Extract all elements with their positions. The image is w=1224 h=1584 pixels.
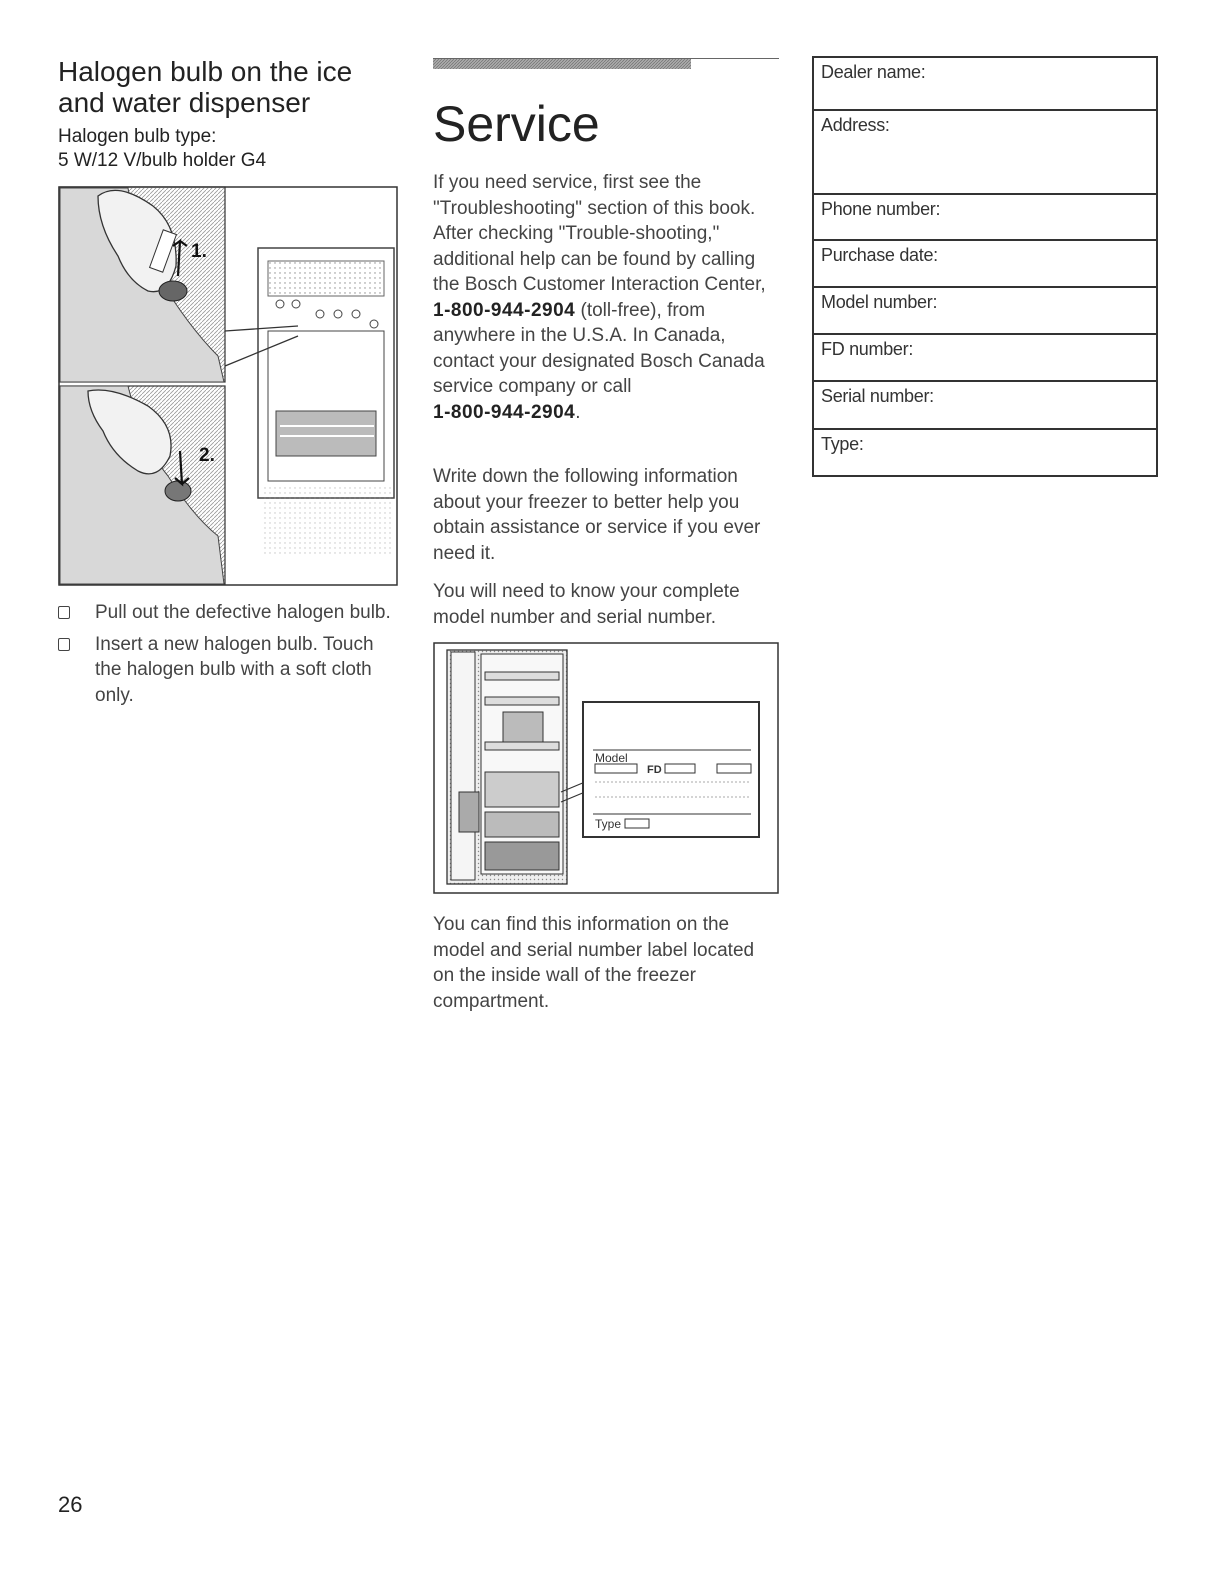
label-fd-text: FD [647, 764, 662, 776]
checkbox-icon [58, 638, 70, 651]
step-text: Pull out the defective halogen bulb. [95, 602, 391, 623]
bulb-type-value: 5 W/12 V/bulb holder G4 [58, 150, 267, 171]
section-rule [433, 56, 779, 70]
label-model-text: Model [595, 751, 628, 765]
halogen-bulb-illustration [58, 186, 398, 586]
form-field-fd-number: FD number: [813, 334, 1157, 381]
page-number: 26 [58, 1492, 83, 1517]
form-field-purchase-date: Purchase date: [813, 240, 1157, 287]
form-field-type: Type: [813, 429, 1157, 476]
section-heading-halogen: Halogen bulb on the ice and water dispenser [58, 56, 353, 118]
form-field-model-number: Model number: [813, 287, 1157, 334]
service-paragraph-4: You can find this information on the model and serial number label located on the inside wall of the freezer compartment. [433, 914, 755, 1012]
form-field-phone-number: Phone number: [813, 194, 1157, 240]
service-info-table [812, 56, 1158, 477]
phone-number-canada: 1-800-944-2904 [433, 401, 576, 423]
form-field-dealer-name: Dealer name: [813, 57, 1157, 110]
step-text: Insert a new halogen bulb. Touch the halogen bulb with a soft cloth only. [95, 633, 374, 706]
service-paragraph-3: You will need to know your complete model number and serial number. [433, 581, 740, 628]
service-text: If you need service, first see the "Troubleshooting" section of this book. After checking "Trouble-shooting," additional help can be found by calling the Bosch Customer Interaction Center, [433, 172, 766, 295]
phone-number: 1-800-944-2904 [433, 299, 576, 321]
service-text: (toll-free), from anywhere in the U.S.A. In Canada, contact your designated Bosch Canada service company or call [433, 299, 765, 397]
form-field-serial-number: Serial number: [813, 381, 1157, 429]
halogen-steps-list [58, 600, 398, 708]
service-paragraph-1: If you need service, first see the "Troubleshooting" section of this book. After checking "Trouble-shooting," additional help can be found by calling the Bosch Customer Interaction Center, 1-800-944-2904 (toll-free), from anywhere in the U.S.A. In Canada, contact your designated Bosch Canada service company or call 1-800-944-2904. [433, 172, 766, 423]
label-type-text: Type [595, 817, 622, 831]
freezer-label-figure [433, 642, 779, 894]
service-paragraph-2: Write down the following information about your freezer to better help you obtain assistance or service if you ever need it. [433, 466, 761, 564]
form-field-address: Address: [813, 110, 1157, 194]
list-item [58, 632, 398, 709]
checkbox-icon [58, 606, 70, 619]
step-1-label: 1. [191, 241, 207, 262]
list-item [58, 600, 398, 626]
halogen-bulb-figure [58, 186, 398, 586]
freezer-illustration [433, 642, 779, 894]
bulb-type-label: Halogen bulb type: [58, 126, 217, 147]
page-title: Service [433, 96, 600, 152]
step-2-label: 2. [199, 445, 215, 466]
gradient-rule [433, 56, 779, 70]
service-info-form [812, 56, 1158, 477]
